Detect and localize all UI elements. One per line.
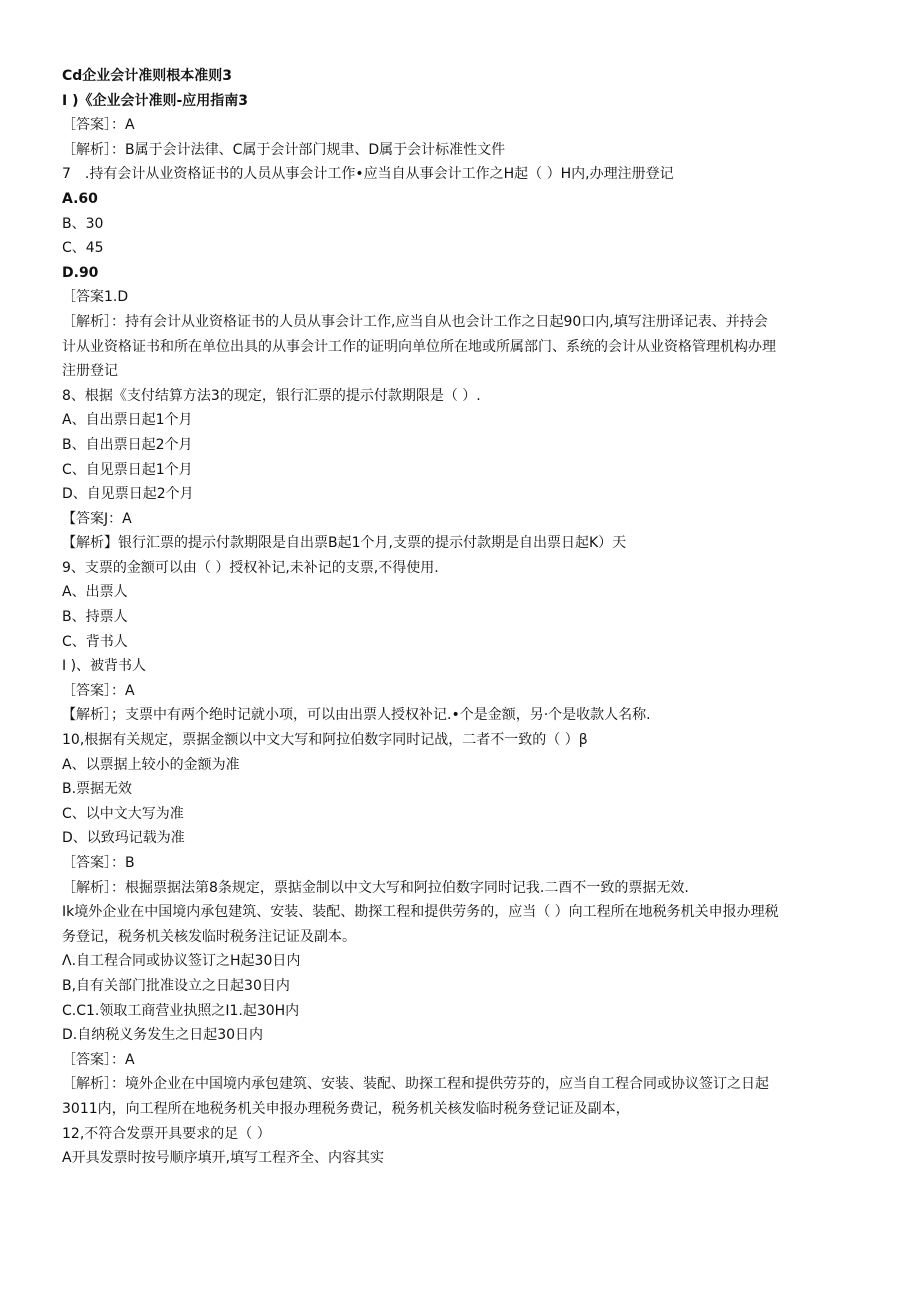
option-line: B,自有关部门批准设立之日起30日内	[62, 977, 290, 994]
option-line: C、45	[62, 240, 104, 257]
option-line: B.票据无效	[62, 781, 133, 798]
option-line: A、自出票日起1个月	[62, 412, 193, 429]
analysis-line: 3011内，向工程所在地税务机关申报办理税务费记，税务机关核发临时税务登记证及副本，	[62, 1100, 630, 1117]
option-line: A、以票据上较小的金额为准	[62, 756, 240, 773]
analysis-line: ［解析］：持有会计从业资格证书的人员从事会计工作,应当自从也会计工作之日起90口内,填写注册译记表、并持会	[62, 313, 768, 330]
option-line: A开具发票时按号顺序填开,填写工程齐全、内容其实	[62, 1150, 385, 1167]
option-line: D、以致玛记载为准	[62, 830, 185, 847]
option-line: B、30	[62, 215, 104, 232]
option-line: A.60	[62, 190, 98, 207]
option-line: Λ.自工程合同或协议签订之H起30日内	[62, 953, 301, 970]
question-7: 7 .持有会计从业资格证书的人员从事会计工作•应当自从事会计工作之H起（ ）H内,办理注册登记	[62, 166, 674, 183]
question-12: 12,不符合发票开具要求的足（ ）	[62, 1125, 271, 1142]
option-line: C.C1.领取工商营业执照之I1.起30H内	[62, 1002, 300, 1019]
option-line: C、以中文大写为准	[62, 805, 184, 822]
analysis-line: 【解析】银行汇票的提示付款期限是自出票B起1个月,支票的提示付款期是自出票日起K）天	[62, 535, 627, 552]
option-line: D.90	[62, 264, 99, 281]
option-line: B、持票人	[62, 609, 128, 626]
analysis-line: 【解析］；支票中有两个绝时记就小项，可以由出票人授权补记.•个是金额，另·个是收款人名称.	[62, 707, 651, 724]
option-line: C、背书人	[62, 633, 128, 650]
answer-line: ［答案］：A	[62, 682, 135, 699]
question-8: 8、根据《支付结算方法3的现定，银行汇票的提示付款期限是（ ）.	[62, 387, 481, 404]
question-9: 9、支票的金额可以由（ ）授权补记,未补记的支票,不得使用.	[62, 559, 439, 576]
option-line: D.自纳税义务发生之日起30日内	[62, 1027, 264, 1044]
answer-line: ［答案］：A	[62, 117, 135, 134]
option-line: I )、被背书人	[62, 658, 147, 675]
analysis-line: 计从业资格证书和所在单位出具的从事会计工作的证明向单位所在地或所属部门、系统的会计从业资格管理机构办理	[62, 338, 776, 355]
analysis-line: ［解析］：境外企业在中国境内承包建筑、安装、装配、助探工程和提供劳芬的，应当自工程合同或协议签订之日起	[62, 1076, 769, 1093]
answer-line: ［答案］：A	[62, 1051, 135, 1068]
answer-line: ［答案1.D	[62, 289, 129, 306]
question-10: 10,根据有关规定，票据金额以中文大写和阿拉伯数字同时记战，二者不一致的（ ）β	[62, 732, 588, 749]
option-line: D、自见票日起2个月	[62, 486, 194, 503]
analysis-line: ［解析］：B属于会计法律、C属于会计部门规聿、D属于会计标准性文件	[62, 141, 506, 158]
question-11: 务登记，税务机关核发临时税务注记证及副本。	[62, 928, 356, 945]
option-line: C、自见票日起1个月	[62, 461, 193, 478]
answer-line: ［答案］：B	[62, 855, 135, 871]
option-line: A、出票人	[62, 584, 128, 601]
answer-line: 【答案J：A	[62, 510, 132, 527]
option-line: I )《企业会计准则-应用指南3	[62, 92, 249, 109]
analysis-line: ［解析］：根掘票据法第8条规定，票掂金制以中文大写和阿拉伯数字同时记我.二酉不一致的票据无效.	[62, 879, 689, 896]
question-11: Ik境外企业在中国境内承包建筑、安装、装配、勘探工程和提供劳务的，应当（ ）向工程所在地税务机关申报办理税	[62, 904, 779, 921]
option-line: Cd企业会计准则根本准则3	[62, 68, 233, 84]
option-line: B、自出票日起2个月	[62, 436, 193, 453]
document-text	[62, 64, 862, 1171]
analysis-line: 注册登记	[62, 363, 118, 380]
